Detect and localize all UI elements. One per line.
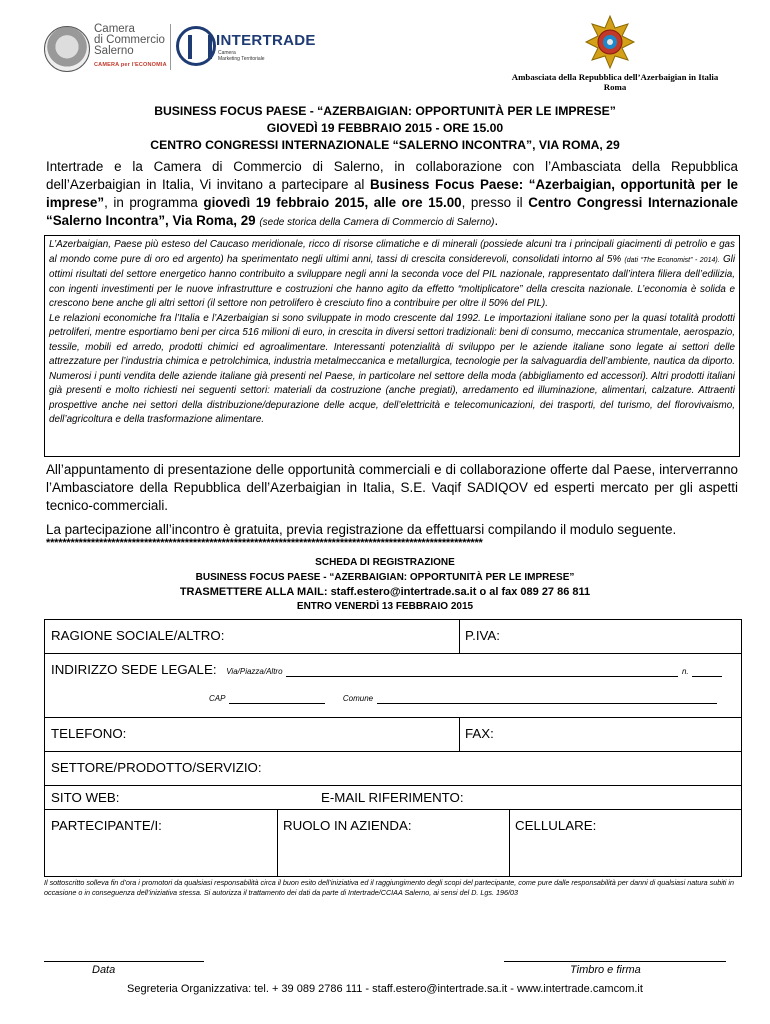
form-row-partecipanti: [45, 810, 741, 876]
registration-paragraph: La partecipazione all’incontro è gratuita, previa registrazione da effettuarsi compilando il modulo seguente.: [46, 522, 677, 537]
title-line-1: BUSINESS FOCUS PAESE - “AZERBAIGIAN: OPPORTUNITÀ PER LE IMPRESE”: [154, 104, 616, 118]
partecipante-field[interactable]: PARTECIPANTE/I:: [51, 818, 162, 833]
intertrade-logo: [176, 22, 316, 72]
comune-input[interactable]: [377, 693, 717, 704]
scheda-event: BUSINESS FOCUS PAESE - “AZERBAIGIAN: OPPORTUNITÀ PER LE IMPRESE”: [195, 572, 575, 583]
scheda-send-to: TRASMETTERE ALLA MAIL: staff.estero@intertrade.sa.it o al fax 089 27 86 811: [179, 586, 591, 598]
form-row-telefono: [45, 718, 741, 752]
separator-stars: ***********************************************************************************************************: [46, 537, 483, 549]
intertrade-ring-icon: [176, 26, 216, 66]
azerbaijan-emblem-icon: [584, 14, 636, 70]
country-info-box: [44, 235, 740, 457]
cap-comune-line: CAP Comune: [209, 689, 741, 704]
footer-contacts: Segreteria Organizzativa: tel. + 39 089 2786 111 - staff.estero@intertrade.sa.it - www.intertrade.camcom.it: [127, 983, 643, 995]
sito-web-field[interactable]: SITO WEB:: [51, 790, 120, 805]
intertrade-sub: Camera Marketing Territoriale: [218, 50, 265, 62]
signature-label: Timbro e firma: [570, 964, 641, 976]
camera-logo-tag: CAMERA per l'ECONOMIA: [94, 62, 167, 68]
date-line[interactable]: [44, 961, 204, 962]
disclaimer: Il sottoscritto solleva fin d’ora i promotori da qualsiasi responsabilità circa il buon esito dell’iniziativa ed il raggiungimento degli scopi del partecipante, come pure dalle responsabilità per danni di qualsiasi natura subiti in occasione o in conseguenza dell’iniziativa stessa. Si autorizza il trattamento dei dati da parte di Intertrade/CCIAA Salerno, ai sensi del D. Lgs. 196/03: [44, 878, 734, 897]
scheda-email-fax[interactable]: staff.estero@intertrade.sa.it o al fax 089 27 86 811: [330, 586, 591, 598]
ambassador-paragraph: All’appuntamento di presentazione delle opportunità commerciali e di collaborazione offerte dal Paese, interverranno l’Ambasciatore della Repubblica dell’Azerbaigian in Italia, S.E. Vaqif SADIQOV ed esperti mercato per gli aspetti tecnico-commerciali.: [46, 462, 738, 513]
embassy-caption: Ambasciata della Repubblica dell’Azerbaigian in Italia Roma: [511, 72, 719, 92]
box-paragraph-2: Le relazioni economiche fra l’Italia e l’Azerbaigian si sono sviluppate in modo crescente dal 1992. Le importazioni italiane sono per la quasi totalità prodotti petroliferi, mentre esportiamo beni per circa 516 milioni di euro, in crescita in diversi settori tradizionali: beni di consumo, meccanica strumentale, aerospazio, tessile, mobili ed arredo, prodotti chimici ed agroalimentare. Interessanti potenzialità di sviluppo per le aziende italiane sono legate ai settori delle attrezzature per l’industria chimica e petrolchimica, industria metalmeccanica e metallurgica, tecnologie per la salvaguardia dell’ambiente, nautica da diporto. Numerosi i punti vendita delle aziende italiane già presenti nel Paese, in particolare nel settore della moda (abbigliamento ed accessori). Altri prodotti italiani già presenti e molto richiesti nei seguenti settori: materiali da costruzione (anche pregiati), arredamento ed illuminazione, alimentari, calzature. Attraenti prospettive anche nei settori della distribuzione/depurazione delle acque, dell’elettricità e telecomunicazioni, dei trasporti, del turismo, del florovivaismo, dell’agricoltura e della trasformazione alimentare.: [49, 312, 735, 425]
settore-field[interactable]: SETTORE/PRODOTTO/SERVIZIO:: [51, 760, 262, 775]
box-paragraph-1: L’Azerbaigian, Paese più esteso del Caucaso meridionale, ricco di risorse climatiche e di minerali (possiede alcuni tra i principali giacimenti di petrolio e gas al mondo come pure di oro ed argento) ha sperimentato negli ultimi anni, tassi di crescita considerevoli, consolidati intorno al 5% (dati “The Economist” - 2014). Gli ottimi risultati del settore energetico hanno contribuito a sviluppare negli anni la seconda voce del PIL nazionale, rappresentato dall’intera filiera dell’edilizia, con ingenti investimenti per le nuove infrastrutture e costruzioni che hanno agito da effetto “moltiplicatore” della crescita nazionale. L’economia è solida e crescono bene anche gli altri settori (il settore non petrolifero è cresciuto fino a contribuire per oltre il 50% del PIL).: [49, 239, 736, 309]
title-line-3: CENTRO CONGRESSI INTERNAZIONALE “SALERNO INCONTRA”, VIA ROMA, 29: [150, 138, 620, 152]
form-row-sito: [45, 786, 741, 810]
ragione-sociale-field[interactable]: RAGIONE SOCIALE/ALTRO:: [51, 628, 225, 643]
intro-paragraph: Intertrade e la Camera di Commercio di Salerno, in collaborazione con l’Ambasciata della Repubblica dell’Azerbaigian in Italia, Vi invitano a partecipare al Business Focus Paese: “Azerbaigian, opportunità per le imprese”, in programma giovedì 19 febbraio 2015, alle ore 15.00, presso il Centro Congressi Internazionale “Salerno Incontra”, Via Roma, 29 (sede storica della Camera di Commercio di Salerno).: [46, 159, 738, 228]
cellulare-field[interactable]: CELLULARE:: [515, 818, 597, 833]
registration-form: [44, 619, 742, 877]
email-field[interactable]: E-MAIL RIFERIMENTO:: [321, 790, 464, 805]
form-row-indirizzo: [45, 654, 741, 718]
scheda-deadline: ENTRO VENERDÌ 13 FEBBRAIO 2015: [296, 601, 474, 612]
camera-commercio-logo: [44, 24, 174, 74]
camera-seal-icon: [44, 26, 90, 72]
date-label: Data: [92, 964, 116, 976]
ruolo-field[interactable]: RUOLO IN AZIENDA:: [283, 818, 412, 833]
logo-divider: [170, 24, 171, 70]
form-row-settore: [45, 752, 741, 786]
indirizzo-field[interactable]: INDIRIZZO SEDE LEGALE: Via/Piazza/Altro n. CAP Comune: [45, 654, 741, 717]
scheda-title: SCHEDA DI REGISTRAZIONE: [315, 557, 455, 568]
telefono-field[interactable]: TELEFONO:: [51, 726, 127, 741]
signature-line[interactable]: [504, 961, 726, 962]
camera-logo-text: Camera di Commercio Salerno: [94, 23, 165, 57]
form-row-ragione: [45, 620, 741, 654]
intertrade-name: INTERTRADE: [216, 32, 316, 49]
title-line-2: GIOVEDÌ 19 FEBBRAIO 2015 - ORE 15.00: [266, 121, 504, 135]
piva-field[interactable]: P.IVA:: [465, 628, 500, 643]
cap-input[interactable]: [229, 693, 325, 704]
fax-field[interactable]: FAX:: [465, 726, 494, 741]
